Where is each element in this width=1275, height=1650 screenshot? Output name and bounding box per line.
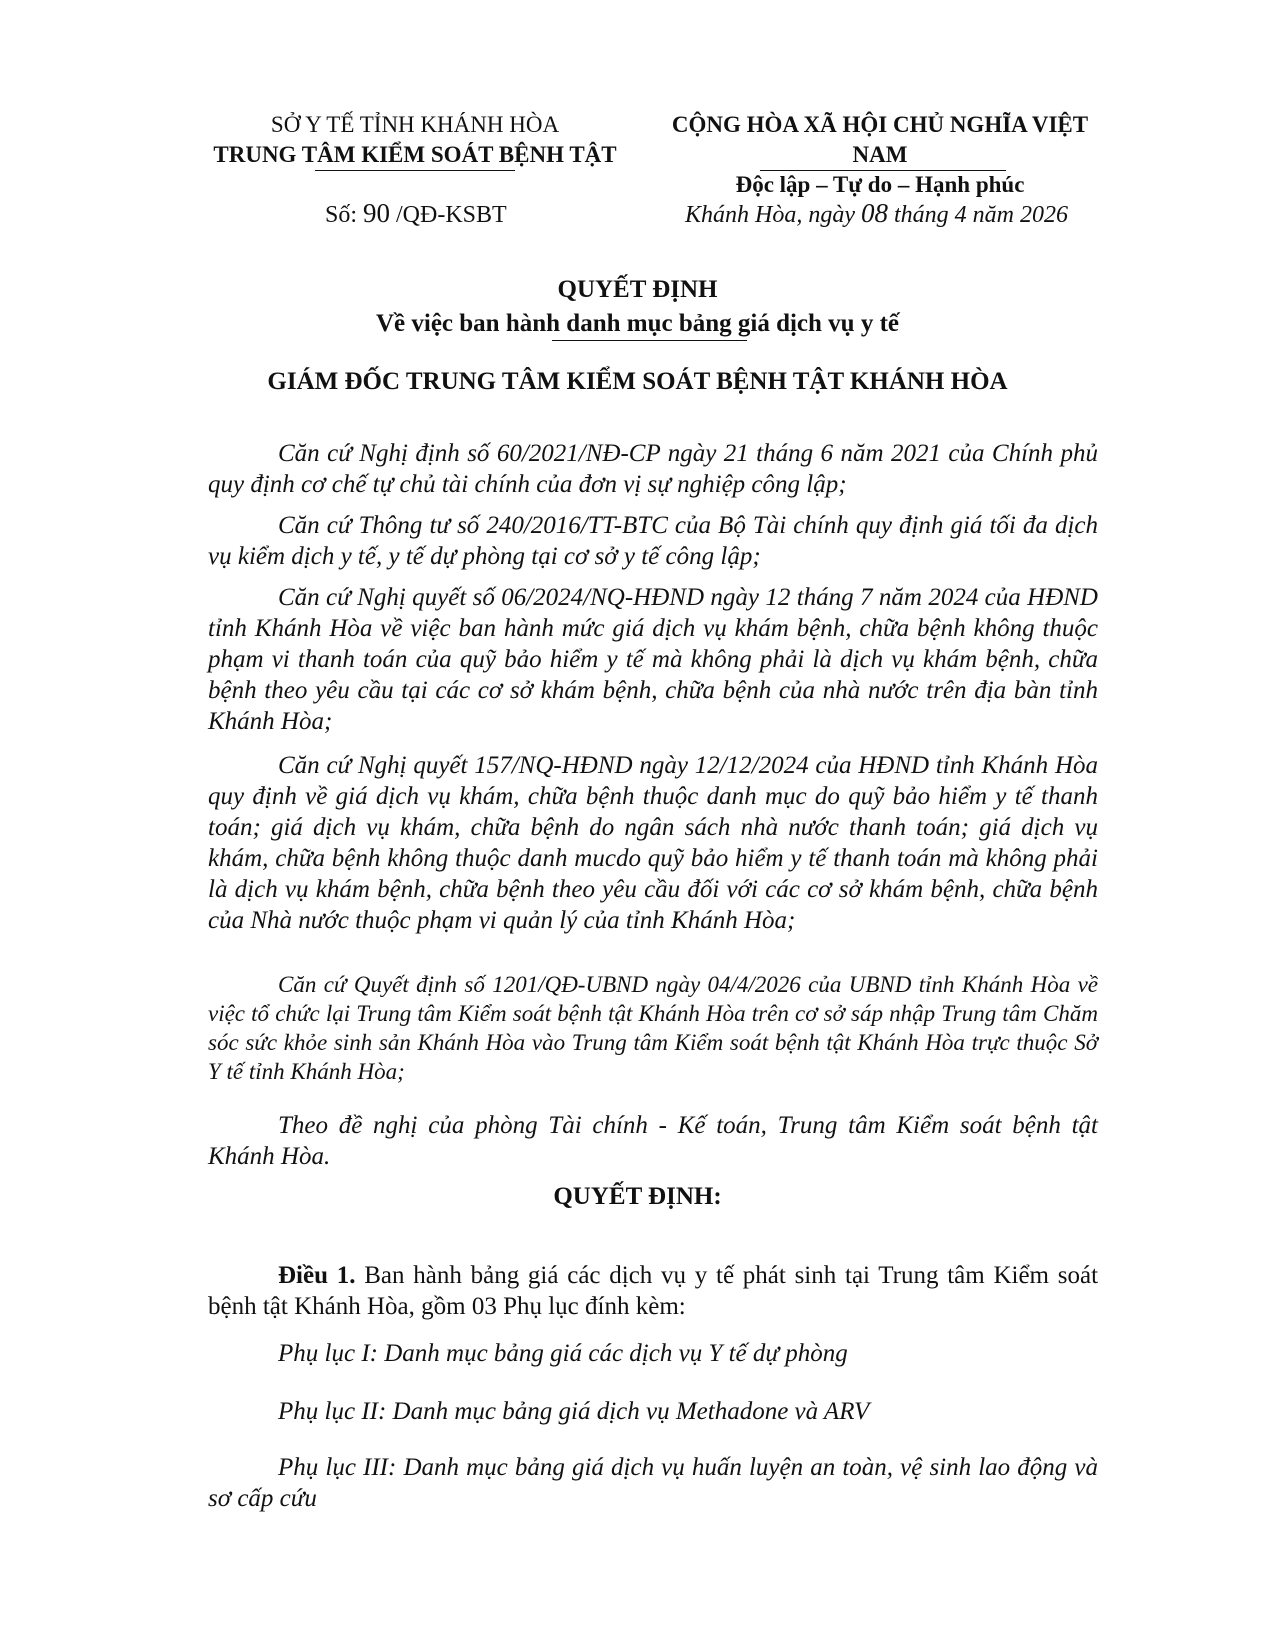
- national-header: [650, 110, 1110, 200]
- document-subject: Về việc ban hành danh mục bảng giá dịch vụ y tế: [375, 310, 900, 337]
- issuing-agency: TRUNG TÂM KIỂM SOÁT BỆNH TẬT: [213, 142, 617, 167]
- motto-underline: [760, 170, 1006, 171]
- number-suffix: /QĐ-KSBT: [396, 202, 507, 228]
- date-day: 08: [861, 198, 888, 228]
- preamble-item: Căn cứ Nghị quyết số 06/2024/NQ-HĐND ngày 12 tháng 7 năm 2024 của HĐND tỉnh Khánh Hòa về việc ban hành mức giá dịch vụ khám bệnh, chữa bệnh không thuộc phạm vi thanh toán của quỹ bảo hiểm y tế mà không phải là dịch vụ khám bệnh, chữa bệnh theo yêu cầu tại các cơ sở khám bệnh, chữa bệnh của nhà nước trên địa bàn tỉnh Khánh Hòa;: [208, 584, 1098, 735]
- preamble-item: Căn cứ Thông tư số 240/2016/TT-BTC của Bộ Tài chính quy định giá tối đa dịch vụ kiểm dịch y tế, y tế dự phòng tại cơ sở y tế công lập;: [208, 512, 1098, 570]
- agency-underline: [315, 170, 515, 171]
- document-number: [325, 198, 507, 229]
- preamble-item: Căn cứ Nghị quyết 157/NQ-HĐND ngày 12/12/2024 của HĐND tỉnh Khánh Hòa quy định về giá dịch vụ khám, chữa bệnh thuộc danh mục do quỹ bảo hiểm y tế thanh toán; giá dịch vụ khám, chữa bệnh do ngân sách nhà nước thanh toán; giá dịch vụ khám, chữa bệnh không thuộc danh mucdo quỹ bảo hiểm y tế thanh toán mà không phải là dịch vụ khám bệnh, chữa bệnh theo yêu cầu đối với các cơ sở khám bệnh, chữa bệnh của Nhà nước thuộc phạm vi quản lý của tỉnh Khánh Hòa;: [208, 752, 1098, 934]
- article-label: Điều 1.: [278, 1262, 356, 1289]
- appendix-item: Phụ lục III: Danh mục bảng giá dịch vụ huấn luyện an toàn, vệ sinh lao động và sơ cấp cứu: [208, 1454, 1098, 1512]
- preamble-item: Căn cứ Nghị định số 60/2021/NĐ-CP ngày 21 tháng 6 năm 2021 của Chính phủ quy định cơ chế tự chủ tài chính của đơn vị sự nghiệp công lập;: [208, 440, 1098, 498]
- number-value: 90: [363, 198, 391, 228]
- number-prefix: Số:: [325, 202, 358, 228]
- appendix-item: Phụ lục II: Danh mục bảng giá dịch vụ Methadone và ARV: [278, 1398, 870, 1425]
- national-motto: Độc lập – Tự do – Hạnh phúc: [735, 172, 1025, 197]
- preamble-item: Căn cứ Quyết định số 1201/QĐ-UBND ngày 04/4/2026 của UBND tỉnh Khánh Hòa về việc tổ chức lại Trung tâm Kiểm soát bệnh tật Khánh Hòa trên cơ sở sáp nhập Trung tâm Chăm sóc sức khỏe sinh sản Khánh Hòa vào Trung tâm Kiểm soát bệnh tật Khánh Hòa trực thuộc Sở Y tế tỉnh Khánh Hòa;: [208, 972, 1098, 1084]
- decision-heading: QUYẾT ĐỊNH:: [553, 1183, 722, 1210]
- agency-header: [190, 110, 640, 170]
- subject-underline: [552, 340, 747, 341]
- article-text: Ban hành bảng giá các dịch vụ y tế phát sinh tại Trung tâm Kiểm soát bệnh tật Khánh Hòa, gồm 03 Phụ lục đính kèm:: [208, 1262, 1099, 1320]
- appendix-item: Phụ lục I: Danh mục bảng giá các dịch vụ Y tế dự phòng: [278, 1340, 848, 1367]
- national-title: CỘNG HÒA XÃ HỘI CHỦ NGHĨA VIỆT NAM: [671, 112, 1089, 167]
- article-1: [208, 1260, 1098, 1322]
- preamble-item: Theo đề nghị của phòng Tài chính - Kế toán, Trung tâm Kiểm soát bệnh tật Khánh Hòa.: [208, 1112, 1098, 1170]
- date-prefix: Khánh Hòa, ngày: [685, 202, 855, 228]
- parent-agency: SỞ Y TẾ TỈNH KHÁNH HÒA: [270, 112, 560, 137]
- document-date: [685, 198, 1068, 229]
- issuer-title: GIÁM ĐỐC TRUNG TÂM KIỂM SOÁT BỆNH TẬT KHÁNH HÒA: [267, 368, 1008, 395]
- date-rest: tháng 4 năm 2026: [894, 202, 1068, 228]
- document-type: QUYẾT ĐỊNH: [557, 276, 718, 303]
